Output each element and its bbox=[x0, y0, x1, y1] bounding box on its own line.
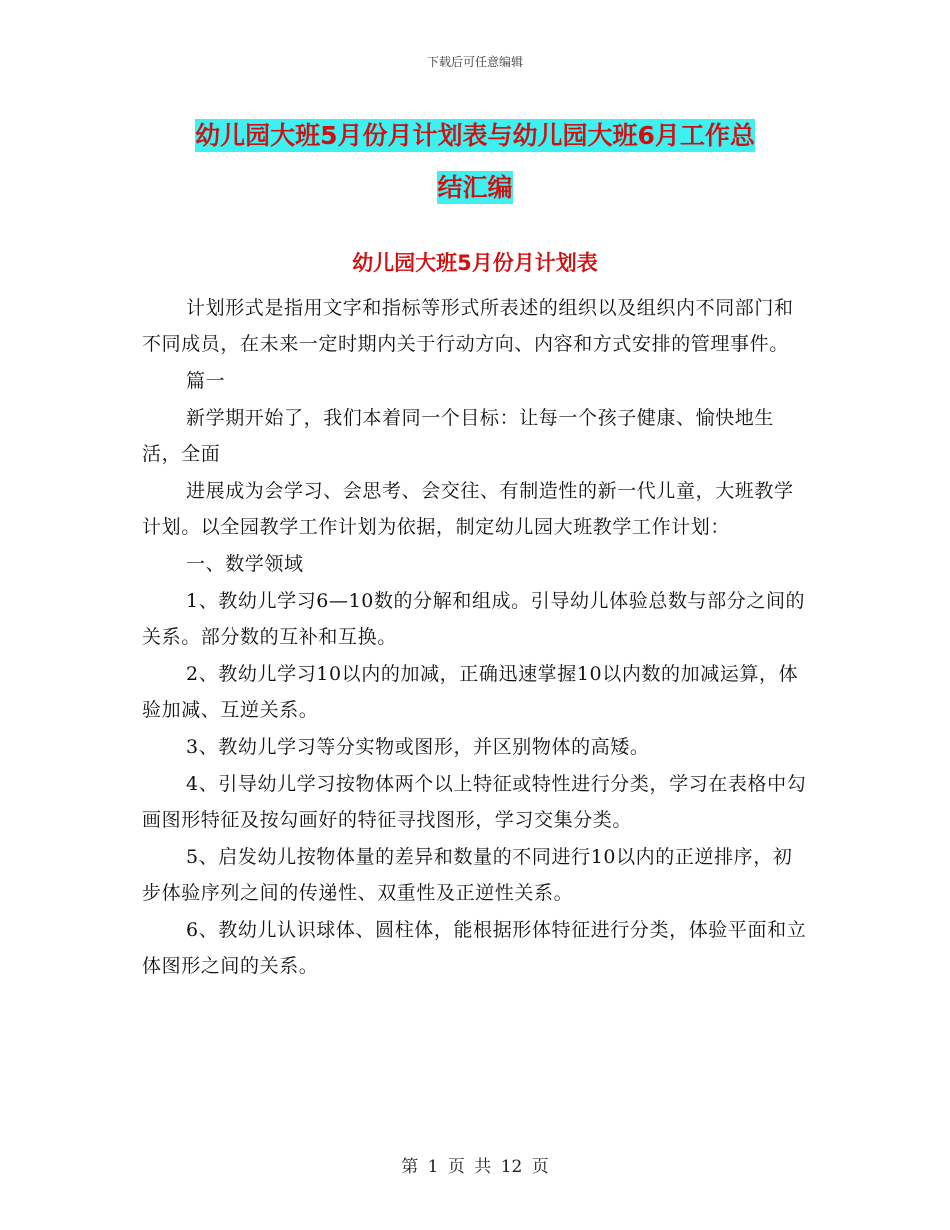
document-title bbox=[140, 110, 810, 214]
section-title: 幼儿园大班5月份月计划表 bbox=[352, 251, 598, 275]
paragraph-intro: 计划形式是指用文字和指标等形式所表述的组织以及组织内不同部门和不同成员，在未来一定时期内关于行动方向、内容和方式安排的管理事件。 bbox=[142, 297, 794, 355]
paragraph-item-1: 1、教幼儿学习6—10数的分解和组成。引导幼儿体验总数与部分之间的关系。部分数的互补和互换。 bbox=[142, 590, 806, 648]
paragraph-item-5: 5、启发幼儿按物体量的差异和数量的不同进行10以内的正逆排序，初步体验序列之间的传递性、双重性及正逆性关系。 bbox=[142, 846, 793, 904]
paragraph-semester-start: 新学期开始了，我们本着同一个目标：让每一个孩子健康、愉快地生活，全面 bbox=[142, 407, 775, 465]
paragraph-development: 进展成为会学习、会思考、会交往、有制造性的新一代儿童，大班教学计划。以全园教学工作计划为依据，制定幼儿园大班教学工作计划： bbox=[142, 480, 794, 538]
paragraph-item-6: 6、教幼儿认识球体、圆柱体，能根据形体特征进行分类，体验平面和立体图形之间的关系。 bbox=[142, 919, 807, 977]
paragraph-item-4: 4、引导幼儿学习按物体两个以上特征或特性进行分类，学习在表格中勾画图形特征及按勾画好的特征寻找图形，学习交集分类。 bbox=[142, 773, 807, 831]
document-title-line-1: 幼儿园大班5月份月计划表与幼儿园大班6月工作总 bbox=[195, 121, 755, 150]
paragraph-item-2: 2、教幼儿学习10以内的加减，正确迅速掌握10以内数的加减运算，体验加减、互逆关系。 bbox=[142, 663, 799, 721]
document-title-line-2: 结汇编 bbox=[437, 173, 513, 202]
paragraph-part-label: 篇一 bbox=[186, 370, 226, 392]
document-body bbox=[142, 290, 808, 985]
paragraph-math-heading: 一、数学领域 bbox=[186, 553, 304, 575]
page-number-footer: 第 1 页 共 12 页 bbox=[401, 1157, 549, 1177]
page-header-note: 下载后可任意编辑 bbox=[426, 55, 523, 69]
paragraph-item-3: 3、教幼儿学习等分实物或图形，并区别物体的高矮。 bbox=[186, 736, 650, 758]
